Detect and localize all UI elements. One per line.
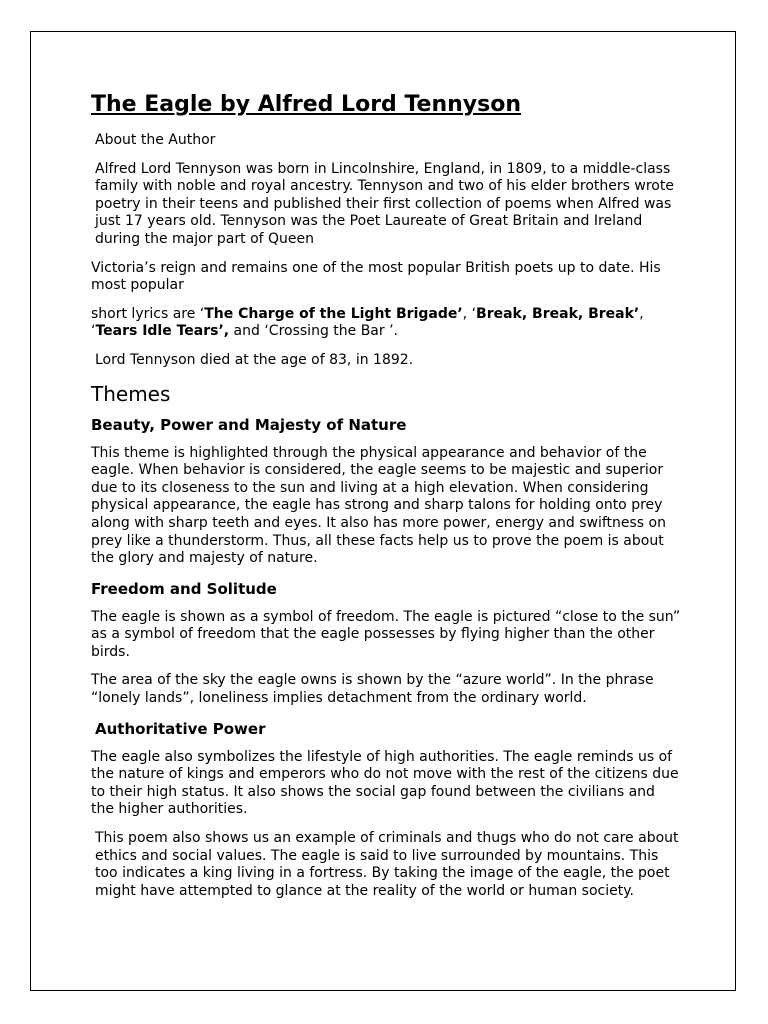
bio-paragraph-2: Victoria’s reign and remains one of the most popular British poets up to date. His most popular	[91, 259, 661, 294]
theme-2-paragraph-1: The eagle is shown as a symbol of freedom. The eagle is pictured “close to the sun” as a symbol of freedom that the eagle possesses by flying higher than the other birds.	[91, 608, 681, 660]
lyrics-prefix: short lyrics are ‘	[91, 305, 205, 322]
death-paragraph: Lord Tennyson died at the age of 83, in 1892.	[95, 351, 414, 368]
lyrics-suffix: and ‘Crossing the Bar ’.	[229, 323, 398, 340]
lyrics-separator-2: , ‘	[91, 305, 644, 340]
lyrics-paragraph	[91, 306, 681, 341]
theme-2-paragraph-2: The area of the sky the eagle owns is shown by the “azure world”. In the phrase “lonely lands”, loneliness implies detachment from the ordinary world.	[91, 672, 654, 707]
document-page	[30, 31, 736, 991]
document-content	[91, 90, 681, 911]
bio-paragraph-1: Alfred Lord Tennyson was born in Lincolnshire, England, in 1809, to a middle-class family with noble and royal ancestry. Tennyson and two of his elder brothers wrote poetry in their teens and published their first collection of poems when Alfred was just 17 years old. Tennyson was the Poet Laureate of Great Britain and Ireland during the major part of Queen	[95, 160, 674, 247]
lyrics-separator-1: , ‘	[462, 305, 477, 322]
themes-heading: Themes	[91, 381, 171, 406]
theme-3-paragraph-2: This poem also shows us an example of criminals and thugs who do not care about ethics and social values. The eagle is said to live surrounded by mountains. This too indicates a king living in a fortress. By taking the image of the eagle, the poet might have attempted to glance at the reality of the world or human society.	[95, 830, 679, 899]
about-heading: About the Author	[95, 132, 216, 148]
document-title: The Eagle by Alfred Lord Tennyson	[91, 92, 521, 117]
theme-3-heading: Authoritative Power	[95, 719, 266, 738]
lyrics-work-1: The Charge of the Light Brigade’	[204, 305, 463, 322]
theme-1-paragraph-1: This theme is highlighted through the physical appearance and behavior of the eagle. When behavior is considered, the eagle seems to be majestic and superior due to its closeness to the sun and living at a high elevation. When considering physical appearance, the eagle has strong and sharp talons for holding onto prey along with sharp teeth and eyes. It also has more power, energy and swiftness on prey like a thunderstorm. Thus, all these facts help us to prove the poem is about the glory and majesty of nature.	[91, 444, 666, 567]
lyrics-work-2: Break, Break, Break’	[476, 305, 640, 322]
theme-2-heading: Freedom and Solitude	[91, 579, 277, 598]
theme-1-heading: Beauty, Power and Majesty of Nature	[91, 415, 407, 434]
lyrics-work-3: Tears Idle Tears’,	[95, 323, 230, 340]
theme-3-paragraph-1: The eagle also symbolizes the lifestyle of high authorities. The eagle reminds us of the nature of kings and emperors who do not move with the rest of the citizens due to their high status. It also shows the social gap found between the civilians and the higher authorities.	[91, 748, 679, 818]
